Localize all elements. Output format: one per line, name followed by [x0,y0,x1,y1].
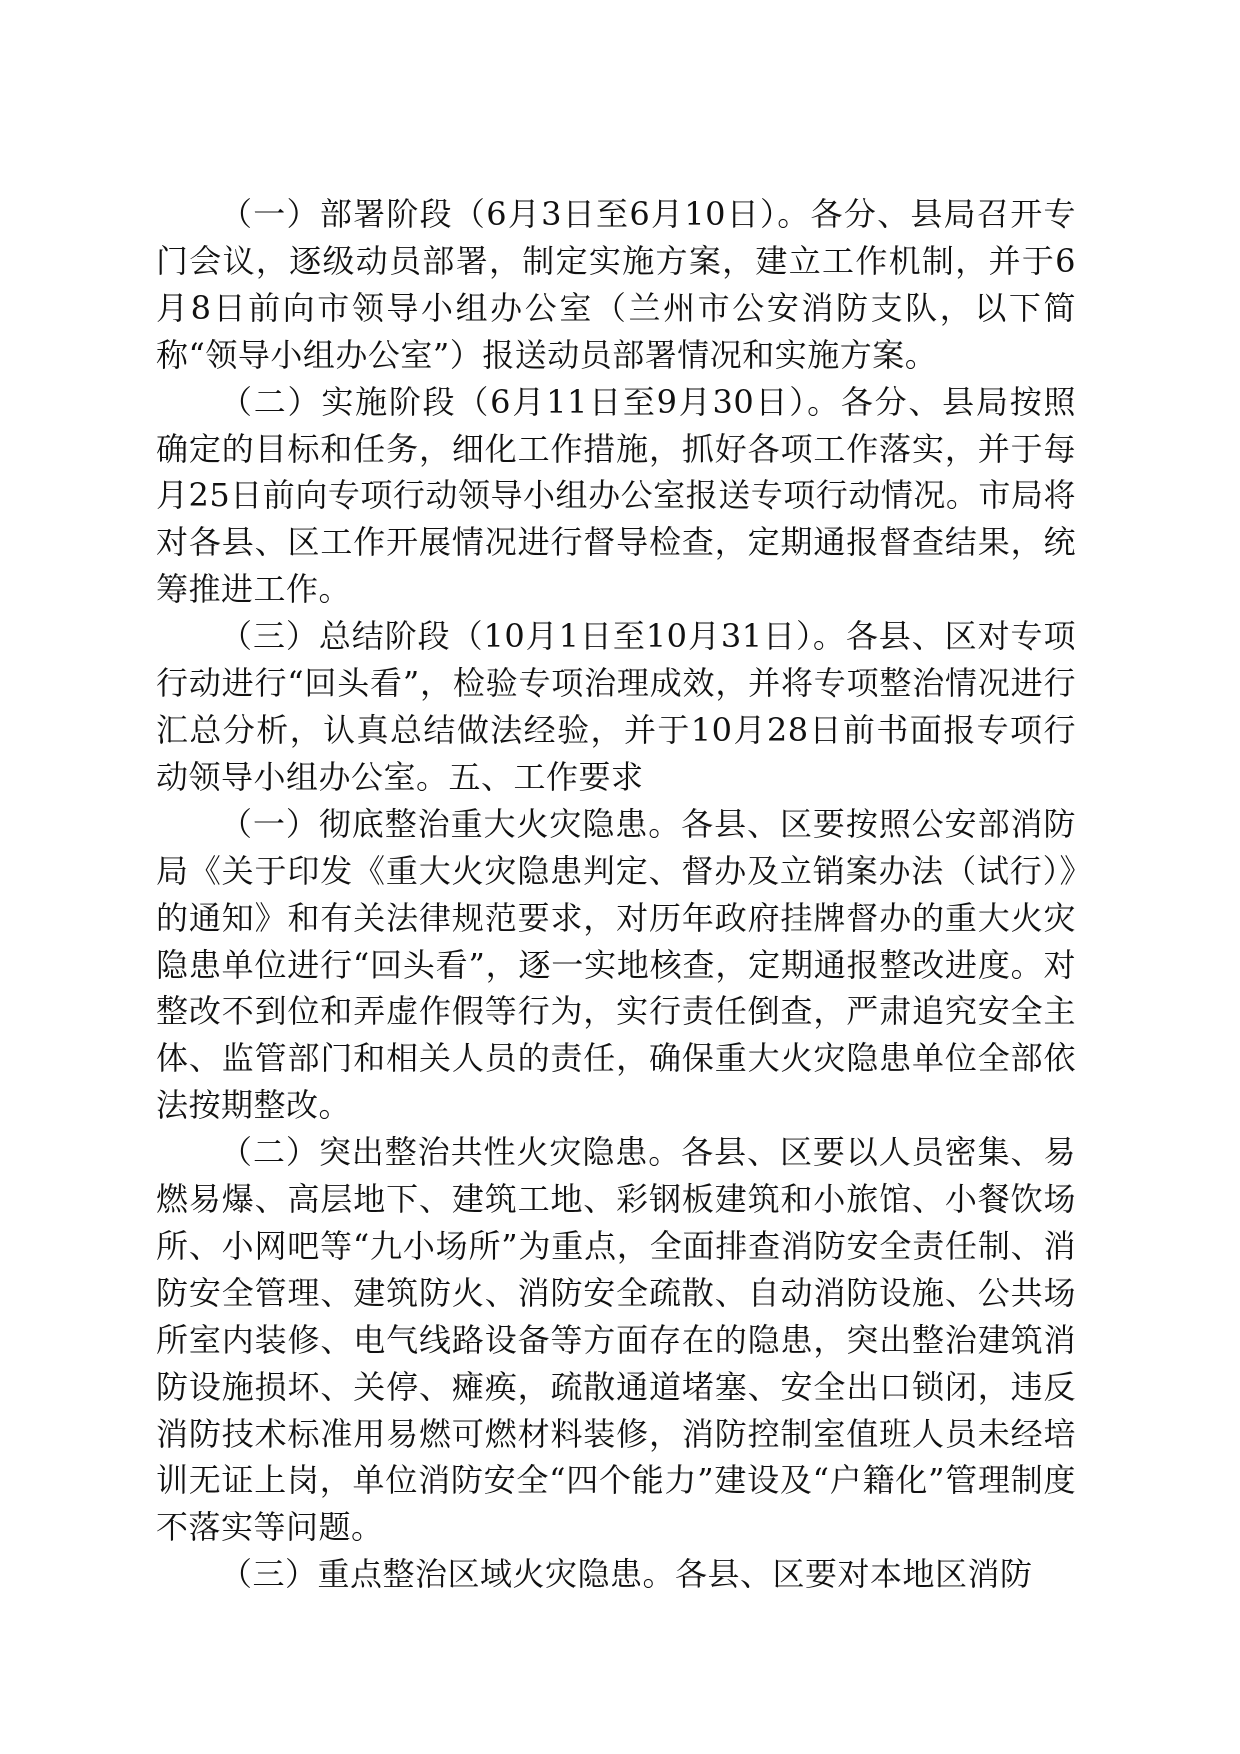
paragraph-regional-hazards: （三）重点整治区域火灾隐患。各县、区要对本地区消防 [220,1555,1033,1594]
paragraph-deployment-stage: （一）部署阶段（6月3日至6月10日）。各分、县局召开专门会议，逐级动员部署，制定实施方案，建立工作机制，并于6月8日前向市领导小组办公室（兰州市公安消防支队，以下简称“领导小组办公室”）报送动员部署情况和实施方案。 [156,195,1076,374]
paragraph-implementation-stage: （二）实施阶段（6月11日至9月30日）。各分、县局按照确定的目标和任务，细化工作措施，抓好各项工作落实，并于每月25日前向专项行动领导小组办公室报送专项行动情况。市局将对各县、区工作开展情况进行督导检查，定期通报督查结果，统筹推进工作。 [156,382,1076,609]
document-body [156,191,1076,1598]
paragraph-summary-stage: （三）总结阶段（10月1日至10月31日）。各县、区对专项行动进行“回头看”，检验专项治理成效，并将专项整治情况进行汇总分析，认真总结做法经验，并于10月28日前书面报专项行动领导小组办公室。五、工作要求 [156,617,1076,796]
paragraph-major-hazards: （一）彻底整治重大火灾隐患。各县、区要按照公安部消防局《关于印发《重大火灾隐患判定、督办及立销案办法（试行）》的通知》和有关法律规范要求，对历年政府挂牌督办的重大火灾隐患单位进行“回头看”，逐一实地核查，定期通报整改进度。对整改不到位和弄虚作假等行为，实行责任倒查，严肃追究安全主体、监管部门和相关人员的责任，确保重大火灾隐患单位全部依法按期整改。 [156,804,1076,1125]
paragraph-common-hazards: （二）突出整治共性火灾隐患。各县、区要以人员密集、易燃易爆、高层地下、建筑工地、彩钢板建筑和小旅馆、小餐饮场所、小网吧等“九小场所”为重点，全面排查消防安全责任制、消防安全管理、建筑防火、消防安全疏散、自动消防设施、公共场所室内装修、电气线路设备等方面存在的隐患，突出整治建筑消防设施损坏、关停、瘫痪，疏散通道堵塞、安全出口锁闭，违反消防技术标准用易燃可燃材料装修，消防控制室值班人员未经培训无证上岗，单位消防安全“四个能力”建设及“户籍化”管理制度不落实等问题。 [156,1133,1076,1547]
